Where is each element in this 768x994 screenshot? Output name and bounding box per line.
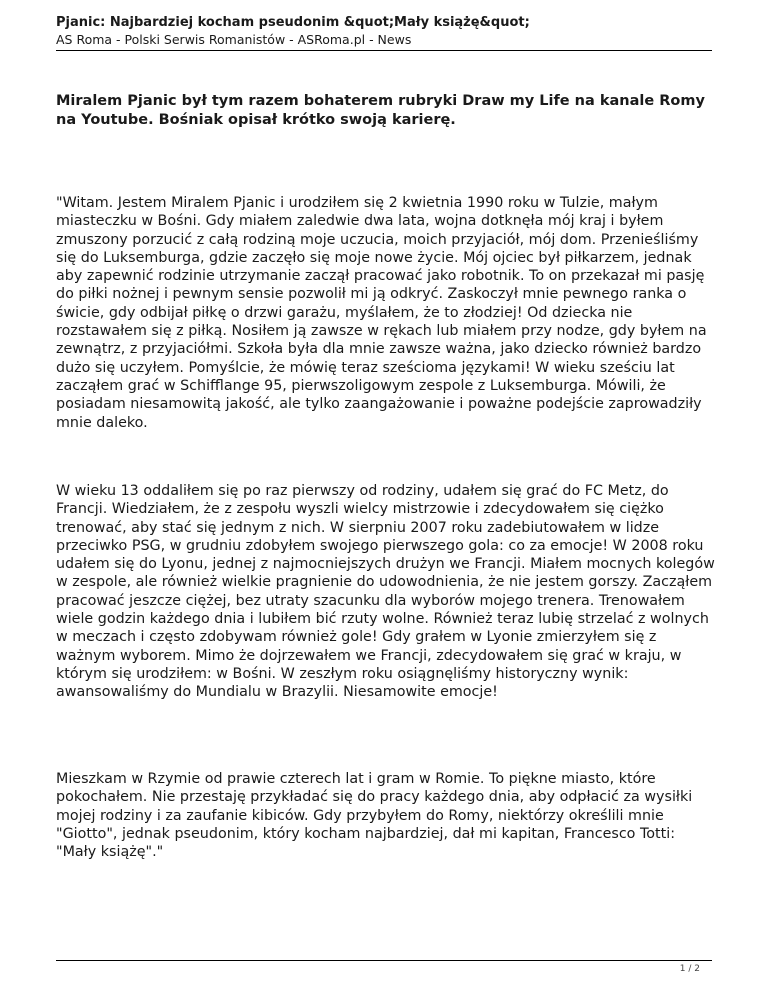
article-paragraph-3: Mieszkam w Rzymie od prawie czterech lat i gram w Romie. To piękne miasto, które pokochałem. Nie przestaję przykładać się do pracy każdego dnia, aby odpłacić za wysiłki mojej rodziny i za zaufanie kibiców. Gdy przybyłem do Romy, niektórzy określili mnie "Giotto", jednak pseudonim, który kocham najbardziej, dał mi kapitan, Francesco Totti: "Mały książę"." [56, 771, 693, 861]
article-paragraph-1: "Witam. Jestem Miralem Pjanic i urodziłem się 2 kwietnia 1990 roku w Tulzie, małym miasteczku w Bośni. Gdy miałem zaledwie dwa lata, wojna dotknęła mój kraj i byłem zmuszony porzucić z całą rodziną moje uczucia, moich przyjaciół, mój dom. Przenieśliśmy się do Luksemburga, gdzie zaczęło się moje nowe życie. Mój ojciec był piłkarzem, jednak aby zapewnić rodzinie utrzymanie zaczął pracować jako robotnik. To on przekazał mi pasję do piłki nożnej i pewnym sensie pozwolił mi ją odkryć. Zaskoczył mnie pewnego ranka o świcie, gdy odbijał piłkę o drzwi garażu, myślałem, że to złodziej! Od dziecka nie rozstawałem się z piłką. Nosiłem ją zawsze w rękach lub miałem przy nodze, gdy byłem na zewnątrz, z przyjaciółmi. Szkoła była dla mnie zawsze ważna, jako dziecko również bardzo dużo się uczyłem. Pomyślcie, że mówię teraz sześcioma językami! W wieku sześciu lat zacząłem grać w Schifflange 95, pierwszoligowym zespole z Luksemburga. Mówili, że posiadam niesamowitą jakość, ale tylko zaangażowanie i poważne podejście zaprowadziły mnie daleko. [56, 195, 707, 431]
page-number: 1 / 2 [679, 964, 700, 974]
article-paragraph-2: W wieku 13 oddaliłem się po raz pierwszy od rodziny, udałem się grać do FC Metz, do Francji. Wiedziałem, że z zespołu wyszli wielcy mistrzowie i zdecydowałem się ciężko trenować, aby stać się jednym z nich. W sierpniu 2007 roku zadebiutowałem w lidze przeciwko PSG, w grudniu zdobyłem swojego pierwszego gola: co za emocje! W 2008 roku udałem się do Lyonu, jednej z najmocniejszych drużyn we Francji. Miałem mocnych kolegów w zespole, ale również wielkie pragnienie do udowodnienia, że nie jestem gorszy. Zacząłem pracować jeszcze ciężej, bez utraty szacunku dla wyborów mojego trenera. Trenowałem wiele godzin każdego dnia i lubiłem bić rzuty wolne. Również teraz lubię strzelać z wolnych w meczach i często zdobywam również gole! Gdy grałem w Lyonie zmierzyłem się z ważnym wyborem. Mimo że dojrzewałem we Francji, zdecydowałem się grać w kraju, w którym się urodziłem: w Bośni. W zeszłym roku osiągnęliśmy historyczny wynik: awansowaliśmy do Mundialu w Brazylii. Niesamowite emocje! [56, 483, 715, 701]
document-page [56, 0, 715, 994]
document-source: AS Roma - Polski Serwis Romanistów - ASRoma.pl - News [56, 32, 412, 47]
footer-divider [56, 960, 712, 961]
article-lead: Miralem Pjanic był tym razem bohaterem rubryki Draw my Life na kanale Romy na Youtube. Bośniak opisał krótko swoją karierę. [56, 93, 705, 128]
header-divider [56, 50, 712, 51]
document-title: Pjanic: Najbardziej kocham pseudonim &quot;Mały książę&quot; [56, 15, 530, 30]
